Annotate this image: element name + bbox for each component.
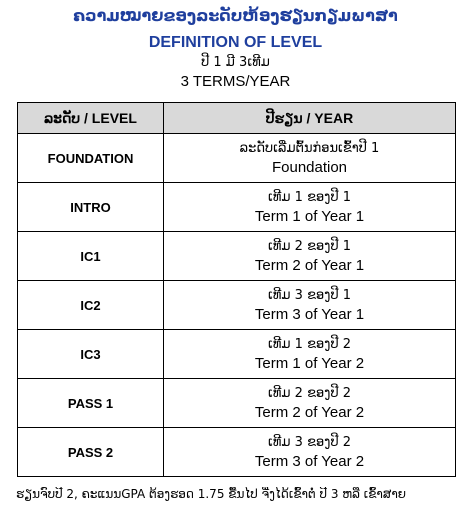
year-cell	[164, 134, 456, 183]
year-en-text: Term 2 of Year 2	[254, 403, 365, 421]
table-row	[18, 134, 456, 183]
year-lao-text: ເທີມ 1 ຂອງປີ 2	[268, 336, 351, 352]
year-en-text: Term 1 of Year 1	[254, 207, 365, 225]
level-cell: IC1	[18, 232, 164, 281]
year-cell	[164, 281, 456, 330]
year-cell	[164, 183, 456, 232]
column-header-year: ປີຮຽນ / YEAR	[164, 103, 456, 134]
year-cell	[164, 330, 456, 379]
year-en-text: Term 1 of Year 2	[254, 354, 365, 372]
year-cell	[164, 379, 456, 428]
year-lao-text: ເທີມ 3 ຂອງປີ 1	[268, 287, 351, 303]
column-header-level: ລະດັບ / LEVEL	[18, 103, 164, 134]
table-row	[18, 281, 456, 330]
year-en-text: Term 3 of Year 2	[254, 452, 365, 470]
level-definition-table	[17, 102, 456, 477]
level-cell: PASS 2	[18, 428, 164, 477]
year-en-text: Term 3 of Year 1	[254, 305, 365, 323]
table-header-row	[18, 103, 456, 134]
year-en-text: Foundation	[271, 158, 348, 176]
page-title: DEFINITION OF LEVEL	[148, 34, 323, 51]
level-cell: FOUNDATION	[18, 134, 164, 183]
subtitle: 3 TERMS/YEAR	[180, 73, 291, 90]
table-row	[18, 232, 456, 281]
year-en-text: Term 2 of Year 1	[254, 256, 365, 274]
subtitle-lao: ປີ 1 ມີ 3ເທີມ	[201, 55, 270, 70]
table-row	[18, 428, 456, 477]
level-cell: IC3	[18, 330, 164, 379]
level-cell: PASS 1	[18, 379, 164, 428]
footer-note: ຮຽນຈົບປີ 2, ຄະແນນGPA ຕ້ອງຮອດ 1.75 ຂື້ນໄປ ຈື່ງໄດ້ເຂົ້າຕໍ່ ປີ 3 ຫລື ເຂົ້າສາຍ	[16, 487, 407, 501]
table-row	[18, 330, 456, 379]
year-lao-text: ເທີມ 2 ຂອງປີ 1	[268, 238, 351, 254]
year-lao-text: ເທີມ 1 ຂອງປີ 1	[268, 189, 351, 205]
level-cell: INTRO	[18, 183, 164, 232]
table-row	[18, 379, 456, 428]
year-cell	[164, 428, 456, 477]
year-lao-text: ເທີມ 3 ຂອງປີ 2	[268, 434, 351, 450]
year-cell	[164, 232, 456, 281]
level-cell: IC2	[18, 281, 164, 330]
year-lao-text: ເທີມ 2 ຂອງປີ 2	[268, 385, 351, 401]
table-row	[18, 183, 456, 232]
page-title-lao: ຄວາມໝາຍຂອງລະດັບຫ້ອງຮຽນກຽມພາສາ	[73, 6, 398, 25]
year-lao-text: ລະດັບເລີ່ມຕົ້ນກ່ອນເຂົ້າປີ 1	[239, 140, 380, 156]
